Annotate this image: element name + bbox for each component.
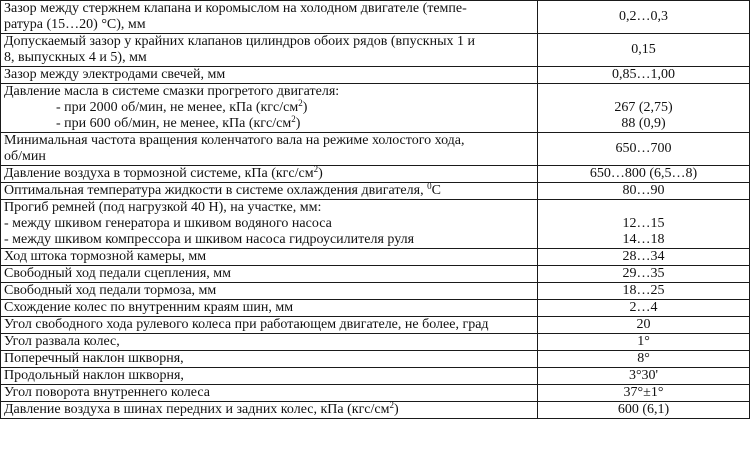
parameter-cell <box>1 166 538 183</box>
value-cell: 0,2…0,3 <box>538 1 750 34</box>
parameter-label-cont: ратура (15…20) °С), мм <box>4 17 146 32</box>
parameter-label: Минимальная частота вращения коленчатого вала на режиме холостого хода, <box>4 133 465 148</box>
sub-item-text: - при 2000 об/мин, не менее, кПа (кгс/см <box>56 100 299 115</box>
value-cell <box>538 200 750 249</box>
parameter-label: Давление масла в системе смазки прогретого двигателя: <box>4 84 340 99</box>
parameter-label: Допускаемый зазор у крайних клапанов цилиндров обоих рядов (впускных 1 и <box>4 34 475 49</box>
sub-item-text-end: ) <box>295 116 301 131</box>
table-row <box>1 67 750 84</box>
table-row <box>1 133 750 166</box>
table-row <box>1 351 750 368</box>
table-row <box>1 84 750 133</box>
value-sub-item: 267 (2,75) <box>614 100 673 115</box>
table-row <box>1 385 750 402</box>
table-row <box>1 200 750 249</box>
table-row <box>1 249 750 266</box>
table-row <box>1 266 750 283</box>
parameter-label: Давление воздуха в тормозной системе, кПа (кгс/см <box>4 166 314 181</box>
sub-item-text-end: ) <box>302 100 308 115</box>
value-sub-item: 12…15 <box>622 216 665 231</box>
value-cell: 0,85…1,00 <box>538 67 750 84</box>
parameter-cell <box>1 84 538 133</box>
value-sub-item: 88 (0,9) <box>621 116 666 131</box>
superscript: 0 <box>427 182 432 191</box>
parameter-cell <box>1 200 538 249</box>
sub-item-text: - при 600 об/мин, не менее, кПа (кгс/см <box>56 116 292 131</box>
superscript: 2 <box>313 165 319 174</box>
parameter-label-end: ) <box>394 402 399 417</box>
table-row <box>1 300 750 317</box>
parameter-cell: Ход штока тормозной камеры, мм <box>1 249 538 266</box>
parameter-label: Оптимальная температура жидкости в системе охлаждения двигателя, <box>4 183 428 198</box>
parameter-cell: Угол поворота внутреннего колеса <box>1 385 538 402</box>
parameter-cell <box>1 133 538 166</box>
parameter-cell: Свободный ход педали тормоза, мм <box>1 283 538 300</box>
value-cell: 600 (6,1) <box>538 402 750 419</box>
parameter-cell <box>1 1 538 34</box>
parameter-label-end: С <box>431 183 441 198</box>
superscript: 2 <box>298 98 303 108</box>
parameter-label: Прогиб ремней (под нагрузкой 40 Н), на участке, мм: <box>4 200 322 215</box>
parameter-label-cont: 8, выпускных 4 и 5), мм <box>4 50 147 65</box>
table-row <box>1 34 750 67</box>
parameter-sub-item <box>4 100 534 116</box>
value-cell: 18…25 <box>538 283 750 300</box>
parameter-cell <box>1 402 538 419</box>
parameter-cell: Свободный ход педали сцепления, мм <box>1 266 538 283</box>
value-cell: 8° <box>538 351 750 368</box>
parameter-cell: Угол свободного хода рулевого колеса при работающем двигателе, не более, град <box>1 317 538 334</box>
value-cell: 37°±1° <box>538 385 750 402</box>
superscript: 2 <box>389 401 394 410</box>
value-cell: 29…35 <box>538 266 750 283</box>
table-row <box>1 402 750 419</box>
table-row <box>1 1 750 34</box>
parameter-cell: Поперечный наклон шкворня, <box>1 351 538 368</box>
value-cell: 1° <box>538 334 750 351</box>
value-cell: 3°30' <box>538 368 750 385</box>
value-cell: 20 <box>538 317 750 334</box>
value-cell: 650…700 <box>538 133 750 166</box>
parameter-cell <box>1 183 538 200</box>
table-row <box>1 283 750 300</box>
value-cell: 28…34 <box>538 249 750 266</box>
parameter-cell: Угол развала колес, <box>1 334 538 351</box>
parameter-sub-item <box>4 116 534 132</box>
parameter-label: Давление воздуха в шинах передних и задних колес, кПа (кгс/см <box>4 402 390 417</box>
parameter-cell: Схождение колес по внутренним краям шин, мм <box>1 300 538 317</box>
parameter-sub-item: - между шкивом генератора и шкивом водяного насоса <box>4 216 332 231</box>
value-sub-item: 14…18 <box>622 232 665 247</box>
parameter-label: Зазор между стержнем клапана и коромыслом на холодном двигателе (темпе- <box>4 1 467 16</box>
value-cell: 80…90 <box>538 183 750 200</box>
parameter-cell: Продольный наклон шкворня, <box>1 368 538 385</box>
value-cell: 0,15 <box>538 34 750 67</box>
parameter-cell <box>1 34 538 67</box>
value-cell: 2…4 <box>538 300 750 317</box>
table-row <box>1 183 750 200</box>
table-row <box>1 166 750 183</box>
parameter-cell: Зазор между электродами свечей, мм <box>1 67 538 84</box>
table-row <box>1 334 750 351</box>
parameter-label-end: ) <box>318 166 323 181</box>
value-cell <box>538 84 750 133</box>
superscript: 2 <box>291 114 296 124</box>
parameter-sub-item: - между шкивом компрессора и шкивом насоса гидроусилителя руля <box>4 232 415 247</box>
value-cell: 650…800 (6,5…8) <box>538 166 750 183</box>
table-row <box>1 317 750 334</box>
parameter-label-cont: об/мин <box>4 149 46 164</box>
table-row <box>1 368 750 385</box>
